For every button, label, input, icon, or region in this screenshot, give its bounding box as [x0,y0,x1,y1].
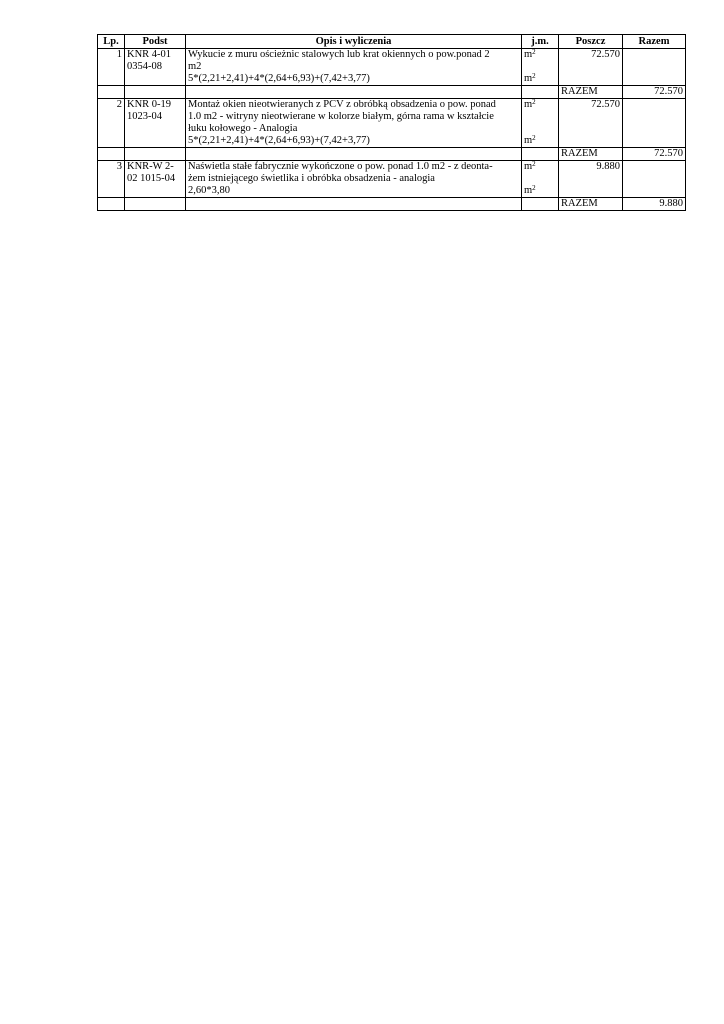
item-unit [522,49,559,86]
table-row-total [98,86,686,99]
table-row [98,161,686,198]
total-value: 72.570 [623,148,686,161]
unit-calc: $m^2$ [524,134,536,146]
item-total-empty [623,161,686,198]
total-label: RAZEM [559,198,623,211]
estimate-item-1 [98,49,686,99]
cost-estimate-table [97,34,686,211]
description-line: Wykucie z muru ościeżnic stalowych lub krat okiennych o pow.ponad 2 [188,49,490,60]
table-header-row [98,35,686,49]
header-podst: Podst [125,35,186,49]
estimate-item-3 [98,161,686,211]
header-opis: Opis i wyliczenia [186,35,522,49]
unit-calc: $m^2$ [524,184,536,196]
item-partial-quantity: 9.880 [559,161,623,198]
unit-calc: $m^2$ [524,72,536,84]
header-poszcz: Poszcz [559,35,623,49]
item-basis-line: 0354-08 [127,61,162,72]
table-row [98,49,686,86]
description-line: łuku kołowego - Analogia [188,123,298,134]
description-line: m2 [188,61,202,72]
unit-header: $m^2$ [524,98,536,110]
item-basis-line: 1023-04 [127,111,162,122]
description-line: Naświetla stałe fabrycznie wykończone o pow. ponad 1.0 m2 - z deonta- [188,161,493,172]
description-line: 1.0 m2 - witryny nieotwierane w kolorze białym, górna rama w kształcie [188,111,494,122]
total-label: RAZEM [559,148,623,161]
item-description [186,99,522,148]
item-total-empty [623,49,686,86]
item-lp: 1 [98,49,125,86]
calculation-line: 5*(2,21+2,41)+4*(2,64+6,93)+(7,42+3,77) [188,135,370,146]
item-basis-line: KNR-W 2- [127,161,174,172]
header-razem: Razem [623,35,686,49]
item-unit [522,99,559,148]
total-value: 9.880 [623,198,686,211]
item-description [186,49,522,86]
unit-header: $m^2$ [524,48,536,60]
calculation-line: 2,60*3,80 [188,185,230,196]
item-basis [125,161,186,198]
item-description [186,161,522,198]
table-row [98,99,686,148]
header-jm: j.m. [522,35,559,49]
item-partial-quantity: 72.570 [559,49,623,86]
item-basis [125,49,186,86]
item-basis-line: KNR 0-19 [127,99,172,110]
table-row-total [98,148,686,161]
calculation-line: 5*(2,21+2,41)+4*(2,64+6,93)+(7,42+3,77) [188,73,370,84]
header-lp: Lp. [98,35,125,49]
estimate-item-2 [98,99,686,161]
table-row-total [98,198,686,211]
item-unit [522,161,559,198]
item-lp: 2 [98,99,125,148]
unit-header: $m^2$ [524,160,536,172]
item-partial-quantity: 72.570 [559,99,623,148]
total-value: 72.570 [623,86,686,99]
total-label: RAZEM [559,86,623,99]
item-total-empty [623,99,686,148]
item-lp: 3 [98,161,125,198]
description-line: żem istniejącego świetlika i obróbka obsadzenia - analogia [188,173,435,184]
item-basis-line: 02 1015-04 [127,173,176,184]
item-basis-line: KNR 4-01 [127,49,172,60]
description-line: Montaż okien nieotwieranych z PCV z obróbką obsadzenia o pow. ponad [188,99,496,110]
item-basis [125,99,186,148]
